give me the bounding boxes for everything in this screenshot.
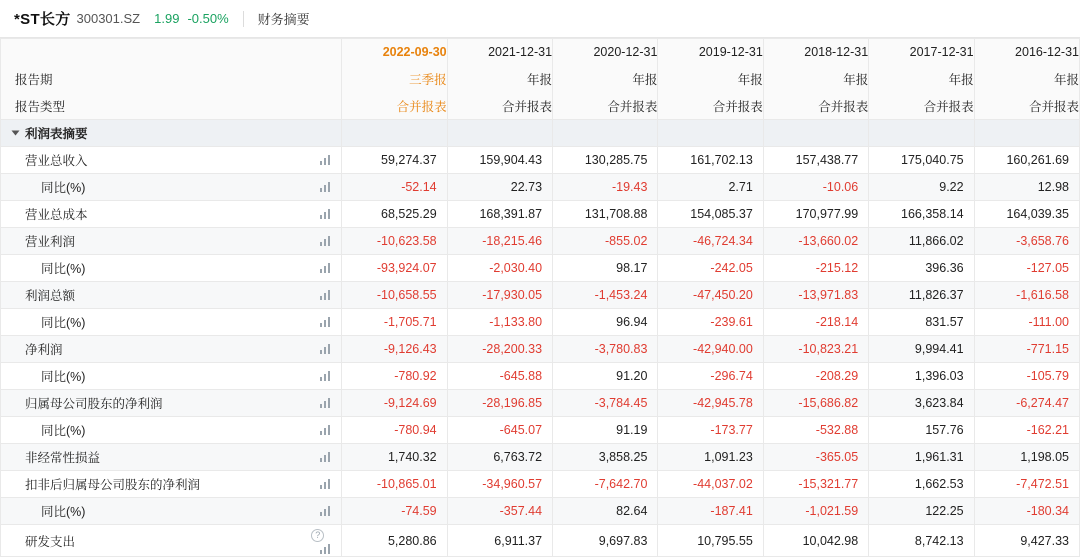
cell-value: 1,662.53 [869,471,974,498]
cell-value: 91.20 [553,363,658,390]
cell-value: 91.19 [553,417,658,444]
section-empty-cell [763,120,868,147]
section-empty-cell [342,120,447,147]
cell-value: -44,037.02 [658,471,763,498]
table-row[interactable] [1,255,1080,282]
cell-value: -9,124.69 [342,390,447,417]
bar-chart-icon[interactable] [320,290,331,300]
column-date-3[interactable]: 2019-12-31 [658,39,763,66]
cell-value: 11,866.02 [869,228,974,255]
cell-value: -1,453.24 [553,282,658,309]
row-label: 同比(%) [1,417,302,444]
cell-value: 10,795.55 [658,525,763,557]
cell-value: -10.06 [763,174,868,201]
row-icons[interactable] [302,444,342,471]
row-label: 扣非后归属母公司股东的净利润 [1,471,302,498]
cell-value: -42,940.00 [658,336,763,363]
cell-value: 131,708.88 [553,201,658,228]
cell-value: 154,085.37 [658,201,763,228]
cell-value: -215.12 [763,255,868,282]
cell-value: 82.64 [553,498,658,525]
header-row-periods [1,66,1080,93]
table-row[interactable] [1,147,1080,174]
bar-chart-icon[interactable] [320,263,331,273]
cell-value: -3,780.83 [553,336,658,363]
cell-value: -218.14 [763,309,868,336]
column-type-0: 合并报表 [342,93,447,120]
cell-value: -15,321.77 [763,471,868,498]
table-row[interactable] [1,201,1080,228]
cell-value: -208.29 [763,363,868,390]
financial-table-container[interactable] [0,38,1080,557]
table-row[interactable] [1,525,1080,557]
column-period-3: 年报 [658,66,763,93]
bar-chart-icon[interactable] [320,155,331,165]
header-row-types [1,93,1080,120]
cell-value: 98.17 [553,255,658,282]
cell-value: 160,261.69 [974,147,1079,174]
cell-value: 175,040.75 [869,147,974,174]
cell-value: -46,724.34 [658,228,763,255]
row-label: 同比(%) [1,309,302,336]
cell-value: 157,438.77 [763,147,868,174]
section-empty-cell [869,120,974,147]
bar-chart-icon[interactable] [320,371,331,381]
cell-value: -42,945.78 [658,390,763,417]
cell-value: 1,961.31 [869,444,974,471]
row-label: 营业总收入 [1,147,302,174]
cell-value: 10,042.98 [763,525,868,557]
cell-value: -28,200.33 [447,336,552,363]
cell-value: -15,686.82 [763,390,868,417]
cell-value: 68,525.29 [342,201,447,228]
column-type-5: 合并报表 [869,93,974,120]
section-empty-cell [447,120,552,147]
cell-value: -173.77 [658,417,763,444]
cell-value: 170,977.99 [763,201,868,228]
cell-value: 166,358.14 [869,201,974,228]
column-type-2: 合并报表 [553,93,658,120]
column-type-1: 合并报表 [447,93,552,120]
row-header-report-type: 报告类型 [1,93,342,120]
column-period-0: 三季报 [342,66,447,93]
header-divider [243,11,244,27]
table-row[interactable] [1,309,1080,336]
cell-value: 122.25 [869,498,974,525]
column-period-5: 年报 [869,66,974,93]
row-label: 同比(%) [1,363,302,390]
cell-value: 9.22 [869,174,974,201]
bar-chart-icon[interactable] [320,398,331,408]
bar-chart-icon[interactable] [320,344,331,354]
cell-value: -10,623.58 [342,228,447,255]
bar-chart-icon[interactable] [320,506,331,516]
cell-value: -18,215.46 [447,228,552,255]
column-date-1[interactable]: 2021-12-31 [447,39,552,66]
cell-value: -7,472.51 [974,471,1079,498]
cell-value: -532.88 [763,417,868,444]
cell-value: 1,396.03 [869,363,974,390]
cell-value: 1,091.23 [658,444,763,471]
column-type-6: 合并报表 [974,93,1079,120]
cell-value: -780.92 [342,363,447,390]
row-label: 同比(%) [1,498,302,525]
cell-value: -855.02 [553,228,658,255]
cell-value: -365.05 [763,444,868,471]
cell-value: 168,391.87 [447,201,552,228]
cell-value: -2,030.40 [447,255,552,282]
row-icons[interactable] [302,363,342,390]
row-icons[interactable] [302,282,342,309]
row-icons[interactable] [302,147,342,174]
table-body [1,120,1080,557]
row-label: 净利润 [1,336,302,363]
cell-value: -6,274.47 [974,390,1079,417]
table-row[interactable] [1,498,1080,525]
row-icons[interactable] [302,390,342,417]
column-period-2: 年报 [553,66,658,93]
cell-value: -1,616.58 [974,282,1079,309]
cell-value: -1,705.71 [342,309,447,336]
row-label: 利润总额 [1,282,302,309]
row-icons[interactable] [302,498,342,525]
section-label[interactable] [1,120,342,147]
column-date-2[interactable]: 2020-12-31 [553,39,658,66]
tab-financial-summary[interactable]: 财务摘要 [257,12,310,27]
cell-value: -645.88 [447,363,552,390]
row-label: 非经常性损益 [1,444,302,471]
cell-value: -28,196.85 [447,390,552,417]
column-date-4[interactable]: 2018-12-31 [763,39,868,66]
bar-chart-icon[interactable] [320,544,331,554]
cell-value: 164,039.35 [974,201,1079,228]
column-period-6: 年报 [974,66,1079,93]
cell-value: 3,623.84 [869,390,974,417]
row-label: 营业利润 [1,228,302,255]
cell-value: -771.15 [974,336,1079,363]
cell-value: 130,285.75 [553,147,658,174]
stock-price: 1.99 [154,11,180,26]
cell-value: 22.73 [447,174,552,201]
cell-value: 3,858.25 [553,444,658,471]
cell-value: -1,021.59 [763,498,868,525]
cell-value: 96.94 [553,309,658,336]
cell-value: 6,911.37 [447,525,552,557]
cell-value: 59,274.37 [342,147,447,174]
table-row[interactable] [1,471,1080,498]
cell-value: 1,740.32 [342,444,447,471]
chevron-down-icon[interactable] [12,131,20,136]
bar-chart-icon[interactable] [320,425,331,435]
table-row[interactable] [1,228,1080,255]
cell-value: -9,126.43 [342,336,447,363]
cell-value: 11,826.37 [869,282,974,309]
row-label: 同比(%) [1,255,302,282]
row-label: 研发支出 [1,525,302,557]
bar-chart-icon[interactable] [320,209,331,219]
stock-name: *ST长方 [14,11,71,28]
cell-value: -105.79 [974,363,1079,390]
bar-chart-icon[interactable] [320,182,331,192]
table-row[interactable] [1,336,1080,363]
row-icons[interactable] [302,471,342,498]
cell-value: 157.76 [869,417,974,444]
cell-value: -187.41 [658,498,763,525]
cell-value: -645.07 [447,417,552,444]
stock-change: -0.50% [187,11,229,26]
cell-value: -296.74 [658,363,763,390]
cell-value: -162.21 [974,417,1079,444]
cell-value: -93,924.07 [342,255,447,282]
section-row-income-statement[interactable] [1,120,1080,147]
row-icons[interactable] [302,525,342,557]
financial-table [0,38,1080,557]
row-label: 营业总成本 [1,201,302,228]
column-type-4: 合并报表 [763,93,868,120]
table-row[interactable] [1,417,1080,444]
cell-value: -111.00 [974,309,1079,336]
cell-value: -10,865.01 [342,471,447,498]
cell-value: -34,960.57 [447,471,552,498]
column-date-5[interactable]: 2017-12-31 [869,39,974,66]
row-header-report-period: 报告期 [1,66,342,93]
cell-value: -239.61 [658,309,763,336]
cell-value: -3,784.45 [553,390,658,417]
cell-value: -127.05 [974,255,1079,282]
cell-value: -10,823.21 [763,336,868,363]
cell-value: 2.71 [658,174,763,201]
cell-value: -13,660.02 [763,228,868,255]
cell-value: -180.34 [974,498,1079,525]
row-icons[interactable] [302,174,342,201]
cell-value: -242.05 [658,255,763,282]
column-date-0[interactable]: 2022-09-30 [342,39,447,66]
table-row[interactable] [1,174,1080,201]
cell-value: 396.36 [869,255,974,282]
row-icons[interactable] [302,228,342,255]
cell-value: 8,742.13 [869,525,974,557]
section-empty-cell [974,120,1079,147]
table-row[interactable] [1,282,1080,309]
row-label: 同比(%) [1,174,302,201]
row-icons[interactable] [302,336,342,363]
cell-value: 161,702.13 [658,147,763,174]
cell-value: 5,280.86 [342,525,447,557]
row-icons[interactable] [302,255,342,282]
row-icons[interactable] [302,309,342,336]
row-icons[interactable] [302,417,342,444]
cell-value: 9,994.41 [869,336,974,363]
table-head [1,39,1080,120]
cell-value: 9,697.83 [553,525,658,557]
cell-value: -357.44 [447,498,552,525]
section-empty-cell [553,120,658,147]
cell-value: -47,450.20 [658,282,763,309]
bar-chart-icon[interactable] [320,317,331,327]
table-row[interactable] [1,444,1080,471]
cell-value: -52.14 [342,174,447,201]
cell-value: 9,427.33 [974,525,1079,557]
row-label: 归属母公司股东的净利润 [1,390,302,417]
bar-chart-icon[interactable] [320,452,331,462]
column-type-3: 合并报表 [658,93,763,120]
cell-value: 12.98 [974,174,1079,201]
cell-value: -10,658.55 [342,282,447,309]
cell-value: 159,904.43 [447,147,552,174]
section-label-text: 利润表摘要 [25,127,88,141]
cell-value: -780.94 [342,417,447,444]
cell-value: -17,930.05 [447,282,552,309]
stock-code: 300301.SZ [76,11,141,26]
header-corner-blank [1,39,342,66]
table-row[interactable] [1,390,1080,417]
cell-value: -1,133.80 [447,309,552,336]
cell-value: -7,642.70 [553,471,658,498]
row-icons[interactable] [302,201,342,228]
cell-value: 6,763.72 [447,444,552,471]
cell-value: -19.43 [553,174,658,201]
help-icon[interactable]: ? [311,529,324,542]
column-period-1: 年报 [447,66,552,93]
column-period-4: 年报 [763,66,868,93]
stock-header [0,0,1080,38]
table-row[interactable] [1,363,1080,390]
cell-value: 1,198.05 [974,444,1079,471]
column-date-6[interactable]: 2016-12-31 [974,39,1079,66]
cell-value: -74.59 [342,498,447,525]
section-empty-cell [658,120,763,147]
bar-chart-icon[interactable] [320,479,331,489]
header-row-dates [1,39,1080,66]
cell-value: 831.57 [869,309,974,336]
bar-chart-icon[interactable] [320,236,331,246]
cell-value: -3,658.76 [974,228,1079,255]
cell-value: -13,971.83 [763,282,868,309]
